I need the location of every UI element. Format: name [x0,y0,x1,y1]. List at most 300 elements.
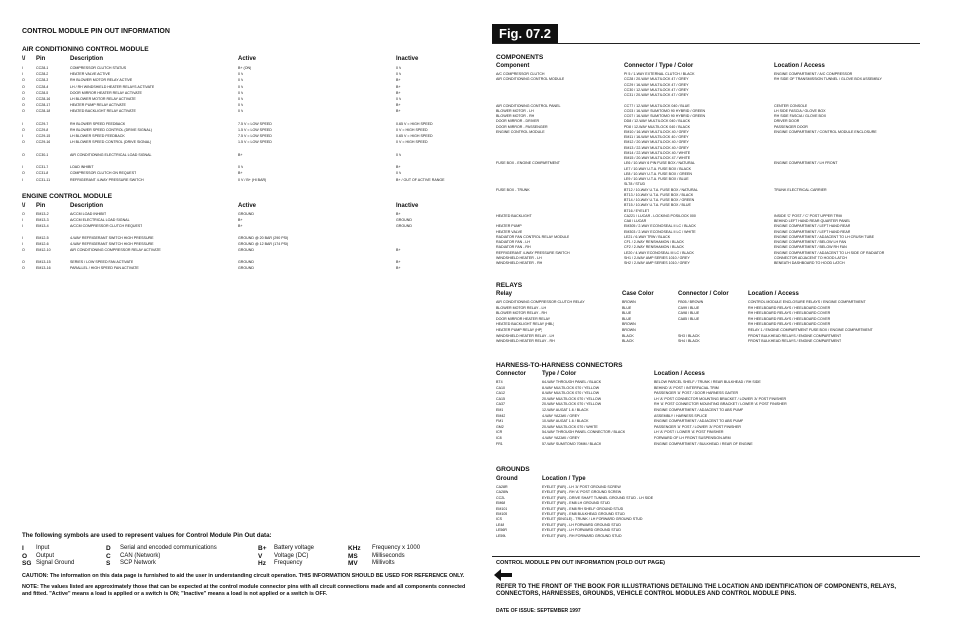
component-row [496,104,920,109]
component-cell: TRUNK ELECTRICAL CARRIER [774,187,827,192]
grounds-title: GROUNDS [496,466,530,473]
component-cell: REFRIGERANT 4-WAY PRESSURE SWITCH [496,250,570,255]
ground-cell: EYELET (FAR) - RH FORWARD GROUND STUD [542,533,622,538]
legend-meaning: CAN (Network) [120,552,161,559]
component-row [496,161,920,166]
ground-row [496,507,920,512]
relay-cell: AIR CONDITIONING COMPRESSOR CLUTCH RELAY [496,300,585,304]
legend-intro: The following symbols are used to represent values for Control Module Pin Out data: [22,532,272,539]
harness-cell: ENGINE COMPARTMENT / ADJACENT TO ABS PUMP [654,419,744,424]
component-cell: RH SIDE FASCIA / GLOVE BOX [774,114,827,118]
ground-row [496,528,920,533]
ground-cell: CA28R [496,485,508,489]
legend-grid [22,545,462,569]
harness-row [496,425,920,430]
ac-cell: CC29-8 [36,128,49,132]
legend-symbol: D [106,545,111,552]
ac-cell: LH BLOWER SPEED CONTROL (DRIVE SIGNAL) [70,140,152,145]
component-cell: CA8 / LUCAR [624,219,647,223]
harness-cell: 64-WAY THROUGH PANEL / BLACK [542,380,602,384]
component-cell: CC77 / 12-WAY MULTILOCK 040 / BLUE [624,103,690,108]
ac-cell: CC31-7 [36,165,49,170]
harness-row [496,408,920,413]
ac-cell: O [22,90,25,95]
component-cell: LE20 / 4-WAY ECONOSEAL III LC / BLACK [624,250,694,255]
component-cell: ENGINE COMPARTMENT / ADJACENT TO LH CRUSH TUBE [774,234,874,239]
ground-cell: EM101 [496,506,508,511]
page-title: CONTROL MODULE PIN OUT INFORMATION [22,28,170,35]
ac-cell: HEATER VALVE ACTIVE [70,72,111,77]
component-cell: DOOR MIRROR - PASSENGER [496,124,548,129]
harness-cell: 20-WAY MULTILOCK 070 / YELLOW [542,396,602,401]
ac-row [22,147,462,152]
relays-title: RELAYS [496,282,523,289]
ground-cell: LE56R [496,528,507,533]
ground-cell: ICS [496,517,502,522]
component-cell: CC30 / 12-WAY MULTILOCK 47 / GREY [624,87,689,92]
relay-cell: BLUE [622,305,632,310]
ac-cell: HEATED BACKLIGHT RELAY ACTIVATE [70,109,136,114]
engine-row [22,248,462,253]
harness-cell: ICR [496,430,503,435]
ac-cell: COMPRESSOR CLUTCH ON REQUEST [70,171,137,176]
ground-row [496,512,920,517]
ac-cell: CC29-7 [36,121,49,126]
component-cell: LE8 / 10-WAY U.T.A. FUSE BOX / GREEN [624,171,693,176]
engine-cell: GROUND [396,224,412,228]
legend-meaning: Frequency [274,560,303,566]
engine-cell: O [22,248,25,252]
ac-row [22,85,462,90]
component-cell: CENTER CONSOLE [774,103,808,108]
component-cell: CF2 / 2-WAY RENSHAMON / BLACK [624,245,684,250]
relay-cell: CA85 / BLUE [678,316,700,321]
component-cell: CC29 / 16-WAY MULTILOCK 47 / GREY [624,82,689,87]
ac-cell: 7.5 V = LOW SPEED [238,134,272,139]
engine-cell: 4-WAY REFRIGERANT SWITCH HIGH PRESSURE [70,242,154,246]
component-cell: CONNECTOR ADJACENT TO HOOD LATCH [774,255,847,260]
relay-cell: CA98 / BLUE [678,311,700,316]
ground-cell: EYELET (FAR) - EM8 BULKHEAD GROUND STUD [542,512,625,516]
component-row [496,198,920,203]
ac-cell: B+ [396,165,401,170]
relay-cell: HEATED BACKLIGHT RELAY (HBL) [496,322,555,327]
ac-cell: CC29-16 [36,140,51,145]
harness-cell: RH 'A' POST CONNECTOR MOUNTING BRACKET / LOWER 'A' POST FINISHER [654,402,787,407]
component-cell: EM10 / 16-WAY MULTILOCK 40 / GREY [624,129,689,134]
ac-cell: I [22,134,23,139]
legend-symbol: Hz [258,560,266,567]
ground-cell: EYELET (FAR) - EM8 LH GROUND STUD [542,501,611,506]
engine-row [22,254,462,259]
ac-cell: 0 V [238,84,244,89]
component-row [496,114,920,119]
ground-cell: CA28W [496,490,509,495]
harness-cell: 8-WAY MULTILOCK 070 / YELLOW [542,385,600,390]
harness-cell: LH 'A' POST CONNECTOR MOUNTING BRACKET / LOWER 'A' POST FINISHER [654,396,787,401]
engine-row [22,242,462,247]
ground-cell: EYELET (FAR) - EM8 RH SHELF GROUND STUD [542,506,624,511]
component-row [496,256,920,261]
figure-label: Fig. 07.2 [492,24,558,43]
component-cell: PD8 / 12-WAY MULTILOCK 040 / BLACK [624,124,690,129]
relay-cell: RELAY 1 / ENGINE COMPARTMENT FUSE BOX / ENGINE COMPARTMENT [748,328,873,332]
components-header-location: Location / Access [774,63,825,69]
component-row [496,230,920,235]
ac-cell: 0 V / B+ (HI BAR) [238,177,267,182]
ac-cell: 0 V [396,152,402,157]
harness-cell: ENGINE COMPARTMENT / ADJACENT TO ABS PUMP [654,408,744,412]
ac-cell: RH BLOWER SPEED FEEDBACK [70,121,126,126]
ac-cell: CC28-18 [36,109,51,114]
component-row [496,240,920,245]
ac-cell: RH BLOWER MOTOR RELAY ACTIVE [70,78,133,83]
component-row [496,245,920,250]
component-cell: ENGINE COMPARTMENT / BELOW LH FAN [774,240,847,244]
harness-row [496,419,920,424]
ac-cell: B+ / OUT OF ACTIVE RANGE [396,177,445,182]
component-cell: AIR CONDITIONING CONTROL MODULE [496,77,565,82]
relay-cell: BROWN [622,322,636,327]
harness-cell: PASSENGER 'A' POST / DOOR HARNESS GAITER [654,391,739,396]
legend-meaning: Frequency x 1000 [372,545,421,551]
harness-cell: 57-WAY SUMITOMO 70MM / BLACK [542,441,602,446]
harness-cell: 12-WAY AUGAT 1.6 / BLACK [542,408,589,412]
component-cell: INSIDE 'C' POST / 'C' POST UPPER TRIM [774,213,843,218]
relays-header-case-color: Case Color [622,291,654,297]
legend-symbol: C [106,552,111,560]
component-cell: CC03 / 16-WAY SUMITOMO 90 HYBRID / GREEN [624,108,706,113]
component-cell: LH SIDE FASCIA / GLOVE BOX [774,108,826,113]
harness-cell: ASSEMBLY / HARNESS SPLICE [654,413,708,418]
component-cell: HEATER PUMP [496,224,522,229]
component-cell: ENGINE COMPARTMENT / A/C COMPRESSOR [774,72,853,76]
component-row [496,77,920,82]
component-row [496,109,920,114]
harness-header-type: Type / Color [542,371,577,377]
arrow-left-icon [494,568,512,580]
component-row [496,193,920,198]
harness-cell: CA10 [496,385,505,390]
component-cell: CF1 / 2-WAY RENSHAMON / BLACK [624,240,684,244]
component-cell: ENGINE COMPARTMENT / ADJACENT TO LH SIDE OF RADIATOR [774,250,885,255]
engine-row [22,212,462,217]
component-row [496,146,920,151]
ac-cell: O [22,97,25,101]
ac-cell: LH / RH WINDSHIELD HEATER RELAYS ACTIVATE [70,84,155,89]
component-cell: BT12 / 10-WAY U.T.A. FUSE BOX / NATURAL [624,187,698,192]
harness-cell: PASSENGER 'A' POST / LOWER 'A' POST FINISHER [654,424,742,429]
ac-cell: 0 V [238,90,244,95]
ac-cell: CC28-17 [36,103,51,108]
relay-row [496,339,920,344]
component-cell: BT15 / 10-WAY U.T.A. FUSE BOX / BLUE [624,203,691,208]
ground-row [496,485,920,490]
component-row [496,203,920,208]
component-row [496,172,920,177]
ac-header-pin: Pin [36,56,46,62]
component-cell: BLOWER MOTOR - LH [496,108,534,113]
engine-cell: EM13-4 [36,224,49,228]
foldout-rule [492,556,920,557]
ac-cell: O [22,140,25,145]
ground-cell: EM68 [496,501,506,506]
ground-cell: EYELET (FAR) - DRIVE SHAFT TUNNEL GROUND STUD - LH SIDE [542,495,654,500]
relay-cell: BLACK [622,333,634,338]
harness-cell: GM2 [496,424,504,429]
harness-cell: 20-WAY MULTILOCK 070 / WHITE [542,424,598,429]
ground-cell: EYELET (FAR) - LH 'A' POST GROUND SCREW [542,485,621,489]
component-cell: BEHIND LEFT HAND REAR QUARTER PANEL [774,219,851,223]
component-cell: SLT8 / STUD [624,182,646,187]
legend-meaning: Battery voltage [274,545,315,551]
harness-row [496,402,920,407]
ac-cell: 1.5 V = LOW SPEED [238,140,272,145]
component-cell: EM13 / 22-WAY MULTILOCK 40 / GREY [624,145,689,150]
ac-header-description: Description [70,56,104,62]
ac-section-title: AIR CONDITIONING CONTROL MODULE [22,46,149,53]
relay-cell: BLACK [622,339,634,344]
ac-cell: B+ [238,171,243,176]
legend-symbol: KHz [348,545,361,552]
ac-cell: I [22,165,23,170]
engine-cell: B+ [396,248,401,252]
harness-cell: LH 'A' POST / LOWER 'A' POST FINISHER [654,430,724,435]
harness-title: HARNESS-TO-HARNESS CONNECTORS [496,362,623,369]
component-row [496,72,920,77]
engine-cell: B+ [238,224,243,228]
harness-cell: 54-WAY THROUGH PANEL CONNECTOR / BLACK [542,430,626,435]
relay-cell: RH HEELBOARD RELAYS / HEELBOARD COVER [748,322,831,327]
relays-header-location: Location / Access [748,291,799,297]
ac-cell: B+ [238,152,243,157]
ac-row [22,116,462,121]
ac-row [22,72,462,77]
ac-cell: B+ [396,103,401,108]
legend-meaning: Serial and encoded communications [120,545,217,551]
harness-header [496,371,920,380]
legend-symbol: V [258,552,263,560]
ground-cell: LE59L [496,533,507,538]
engine-cell: B+ [396,260,401,264]
ac-row [22,140,462,145]
component-row [496,83,920,88]
harness-row [496,414,920,419]
engine-cell: GROUND [238,266,254,270]
engine-header-symbol: \/ [22,203,26,209]
component-row [496,177,920,182]
harness-row [496,386,920,391]
engine-cell: EM13-16 [36,266,51,270]
component-row [496,209,920,214]
harness-row [496,442,920,447]
ac-cell: O [22,171,25,176]
legend-symbol: O [22,552,28,560]
relays-header-relay: Relay [496,291,513,297]
component-cell: HEATED BACKLIGHT [496,213,532,218]
ac-cell: 7.5 V = LOW SPEED [238,121,272,126]
engine-cell: SERIES / LOW SPEED FAN ACTIVATE [70,260,134,264]
ground-cell: EYELET (SINGLE) - TRUNK / LH FORWARD GROUND STUD [542,517,643,522]
component-cell: ENGINE COMPARTMENT / BELOW RH FAN [774,245,847,250]
relay-cell: HEATER PUMP RELAY (HP) [496,328,543,332]
engine-row [22,230,462,235]
ac-cell: LH BLOWER MOTOR RELAY ACTIVATE [70,97,136,101]
engine-cell: GROUND @ 12 BAR (174 PSI) [238,242,289,246]
ac-cell: CC28-4 [36,84,49,89]
legend-meaning: Output [36,552,55,559]
component-row [496,98,920,103]
ground-cell: EYELET (FAR) - RH 'A' POST GROUND SCREW [542,490,622,495]
component-row [496,182,920,187]
ac-cell: CC29-15 [36,134,51,139]
relay-row [496,334,920,339]
component-row [496,130,920,135]
ac-header-symbol: \/ [22,56,26,62]
ac-cell: 0 V [396,66,402,70]
relay-row [496,306,920,311]
component-cell: A/C COMPRESSOR CLUTCH [496,72,545,76]
relay-row [496,300,920,305]
ground-cell: EYELET (FAR) - LH FORWARD GROUND STUD [542,528,622,533]
harness-row [496,391,920,396]
engine-cell: B+ [396,212,401,216]
relay-cell: FRONT BULKHEAD RELAYS / ENGINE COMPARTMENT [748,333,842,338]
ac-cell: B+ [396,78,401,83]
ground-cell: LE48 [496,522,505,527]
relay-cell: CA99 / BLUE [678,305,700,310]
engine-cell: I [22,236,23,240]
component-cell: EM12 / 20-WAY MULTILOCK 40 / GREY [624,140,689,145]
component-cell: CA221 / LUCAR - LOCKING POSILOCK 000 [624,213,696,218]
harness-header-connector: Connector [496,371,526,377]
harness-row [496,397,920,402]
component-cell: ENGINE COMPARTMENT / LH FRONT [774,161,838,166]
ground-cell: EYELET (FAR) - LH FORWARD GROUND STUD [542,522,622,527]
harness-cell: 4-WAY YAZAKI / GREY [542,413,580,418]
component-row [496,88,920,93]
harness-cell: EM1 [496,408,504,412]
ground-row [496,501,920,506]
engine-header-description: Description [70,203,104,209]
ac-cell: O [22,78,25,83]
harness-cell: EM42 [496,413,506,418]
ac-cell: I [22,66,23,70]
ac-cell: O [22,103,25,108]
ground-cell: CC2L [496,495,506,500]
relay-cell: CONTROL MODULE ENCLOSURE RELAYS / ENGINE COMPARTMENT [748,300,866,304]
ac-cell: 0 V [238,78,244,83]
component-cell: BLOWER MOTOR - RH [496,114,535,118]
component-cell: BT13 / 10-WAY U.T.A. FUSE BOX / BLACK [624,192,694,197]
component-row [496,93,920,98]
component-cell: BENEATH DASHBOARD TO HOOD LATCH [774,261,845,265]
harness-cell: 10-WAY AUGAT 1.6 / BLACK [542,419,589,424]
relay-cell: BLOWER MOTOR RELAY - LH [496,305,547,310]
component-cell: WINDSHIELD HEATER - LH [496,255,542,260]
component-row [496,224,920,229]
engine-header-pin: Pin [36,203,46,209]
relay-cell: WINDSHIELD HEATER RELAY - LH [496,333,555,338]
component-row [496,188,920,193]
component-cell: CC28 / 20-WAY MULTILOCK 47 / GREY [624,77,689,82]
relay-row [496,322,920,327]
legend-symbol: B+ [258,545,267,552]
component-cell: RH SIDE OF TRANSMISSION TUNNEL / GLOVE BOX ASSEMBLY [774,77,882,82]
ac-cell: CC28-16 [36,97,51,101]
harness-cell: FM1 [496,419,504,424]
ac-row [22,78,462,83]
engine-row [22,218,462,223]
component-cell: EM11 / 16-WAY MULTILOCK 40 / GREY [624,135,689,139]
engine-cell: I [22,224,23,228]
harness-cell: 8-WAY MULTILOCK 070 / YELLOW [542,391,600,396]
engine-cell: EM12-5 [36,236,49,240]
engine-cell: EM12-6 [36,242,49,246]
ac-cell: 0.65 V = HIGH SPEED [396,121,433,126]
engine-row [22,224,462,229]
refer-text: REFER TO THE FRONT OF THE BOOK FOR ILLUSTRATIONS DETAILING THE LOCATION AND IDENTIFICATION OF COMPONENTS, RELAYS, CONNECTORS, HARNESSES, GROUNDS, VEHICLE CONTROL MODULES AND CONTROL MODULE PINS. [496,584,896,598]
component-row [496,214,920,219]
ac-cell: 0 V = HIGH SPEED [396,128,428,132]
harness-cell: CA12 [496,391,505,396]
ac-row [22,109,462,114]
relay-cell: FRONT BULKHEAD RELAYS / ENGINE COMPARTMENT [748,339,842,344]
legend-meaning: Milliseconds [372,552,405,559]
component-cell: ENGINE CONTROL MODULE [496,129,545,134]
component-row [496,219,920,224]
harness-row [496,436,920,441]
component-cell: LE7 / 10-WAY U.T.A. FUSE BOX / BLACK [624,166,692,171]
engine-cell: 4-WAY REFRIGERANT SWITCH HIGH PRESSURE [70,236,154,240]
component-row [496,140,920,145]
engine-header-inactive: Inactive [396,203,419,209]
harness-row [496,430,920,435]
harness-cell: CA15 [496,396,505,401]
component-cell: BT16 / EYELET [624,208,650,213]
legend-symbol: S [106,560,111,567]
component-cell: DD8 / 12-WAY MULTILOCK 040 / BLACK [624,119,691,124]
engine-section-title: ENGINE CONTROL MODULE [22,193,112,200]
ac-cell: O [22,84,25,89]
component-row [496,251,920,256]
engine-cell: PARALLEL / HIGH SPEED FAN ACTIVATE [70,266,139,270]
component-cell: FUSE BOX - ENGINE COMPARTMENT [496,161,560,166]
legend-symbol: MS [348,552,358,560]
grounds-header-ground: Ground [496,476,518,482]
engine-cell: GROUND [396,218,412,222]
ac-cell: 1.5 V = LOW SPEED [238,128,272,132]
relay-row [496,311,920,316]
component-row [496,261,920,266]
engine-cell: O [22,266,25,270]
relay-row [496,328,920,333]
caution-text: CAUTION: The information on this data page is furnished to aid the user in understanding circuit operation. THIS INFORMATION SHOULD BE USED FOR REFERENCE ONLY. [22,573,465,579]
ac-cell: CC28-1 [36,66,49,70]
legend-meaning: Input [36,545,50,551]
component-cell: RADIATOR FAN - LH [496,240,531,244]
grounds-table-body [496,485,920,541]
component-cell: EM303 / 2-WAY ECONOSEAL II LC / WHITE [624,229,696,234]
harness-header-location: Location / Access [654,371,705,377]
ac-cell: I [22,72,23,77]
ac-cell: O [22,109,25,114]
ac-row [22,97,462,102]
component-cell: PI 5 / 1-WAY EXTERNAL CLUTCH / BLACK [624,72,695,76]
component-cell: ENGINE COMPARTMENT / CONTROL MODULE ENCLOSURE [774,129,877,134]
ac-cell: RH BLOWER SPEED CONTROL (DRIVE SIGNAL) [70,128,152,132]
engine-cell: GROUND [238,260,254,264]
